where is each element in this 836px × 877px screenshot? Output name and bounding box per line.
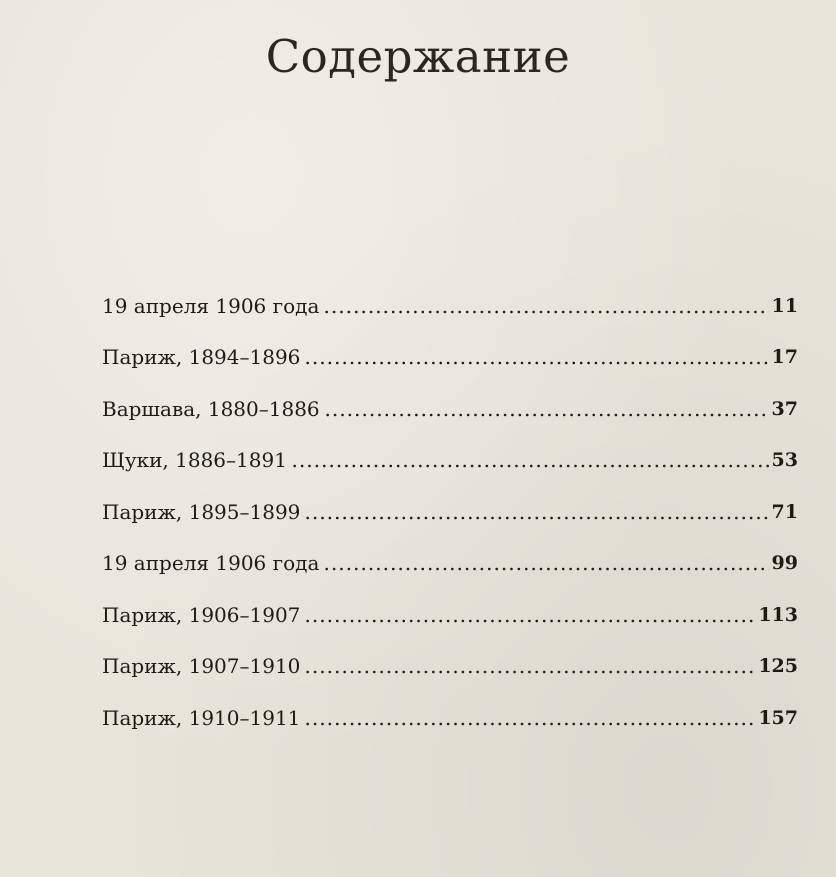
toc-entry (102, 280, 798, 332)
toc-entry-label: Париж, 1895–1899 (102, 499, 301, 524)
toc-entry-label: Париж, 1894–1896 (102, 345, 301, 370)
toc-entry (102, 538, 798, 590)
dot-leader (304, 722, 755, 726)
toc-entry-page-number: 157 (758, 706, 798, 729)
toc-entry (102, 692, 798, 744)
toc-entry-label: Париж, 1910–1911 (102, 705, 301, 730)
toc-entry (102, 486, 798, 538)
toc-entry-label: Варшава, 1880–1886 (102, 396, 320, 421)
toc-entry-page-number: 11 (771, 294, 798, 317)
toc-entry-page-number: 53 (771, 449, 798, 472)
page-title: Содержание (265, 30, 571, 83)
toc-entry-label: 19 апреля 1906 года (102, 551, 320, 576)
dot-leader (323, 567, 768, 571)
table-of-contents (102, 280, 798, 744)
toc-entry-page-number: 113 (758, 603, 798, 626)
dot-leader (291, 464, 769, 468)
dot-leader (304, 361, 768, 365)
toc-entry-page-number: 71 (771, 500, 798, 523)
toc-entry-page-number: 125 (758, 655, 798, 678)
toc-entry (102, 332, 798, 384)
toc-entry-label: Париж, 1907–1910 (102, 654, 301, 679)
dot-leader (304, 619, 755, 623)
toc-entry (102, 435, 798, 487)
toc-entry (102, 383, 798, 435)
toc-entry-page-number: 37 (771, 397, 798, 420)
toc-entry-label: Париж, 1906–1907 (102, 602, 301, 627)
toc-entry-page-number: 99 (771, 552, 798, 575)
toc-entry (102, 589, 798, 641)
toc-entry-label: 19 апреля 1906 года (102, 293, 320, 318)
toc-entry (102, 641, 798, 693)
dot-leader (304, 516, 768, 520)
dot-leader (323, 310, 768, 314)
toc-entry-page-number: 17 (771, 346, 798, 369)
dot-leader (324, 413, 769, 417)
dot-leader (304, 670, 755, 674)
toc-entry-label: Щуки, 1886–1891 (102, 448, 287, 473)
